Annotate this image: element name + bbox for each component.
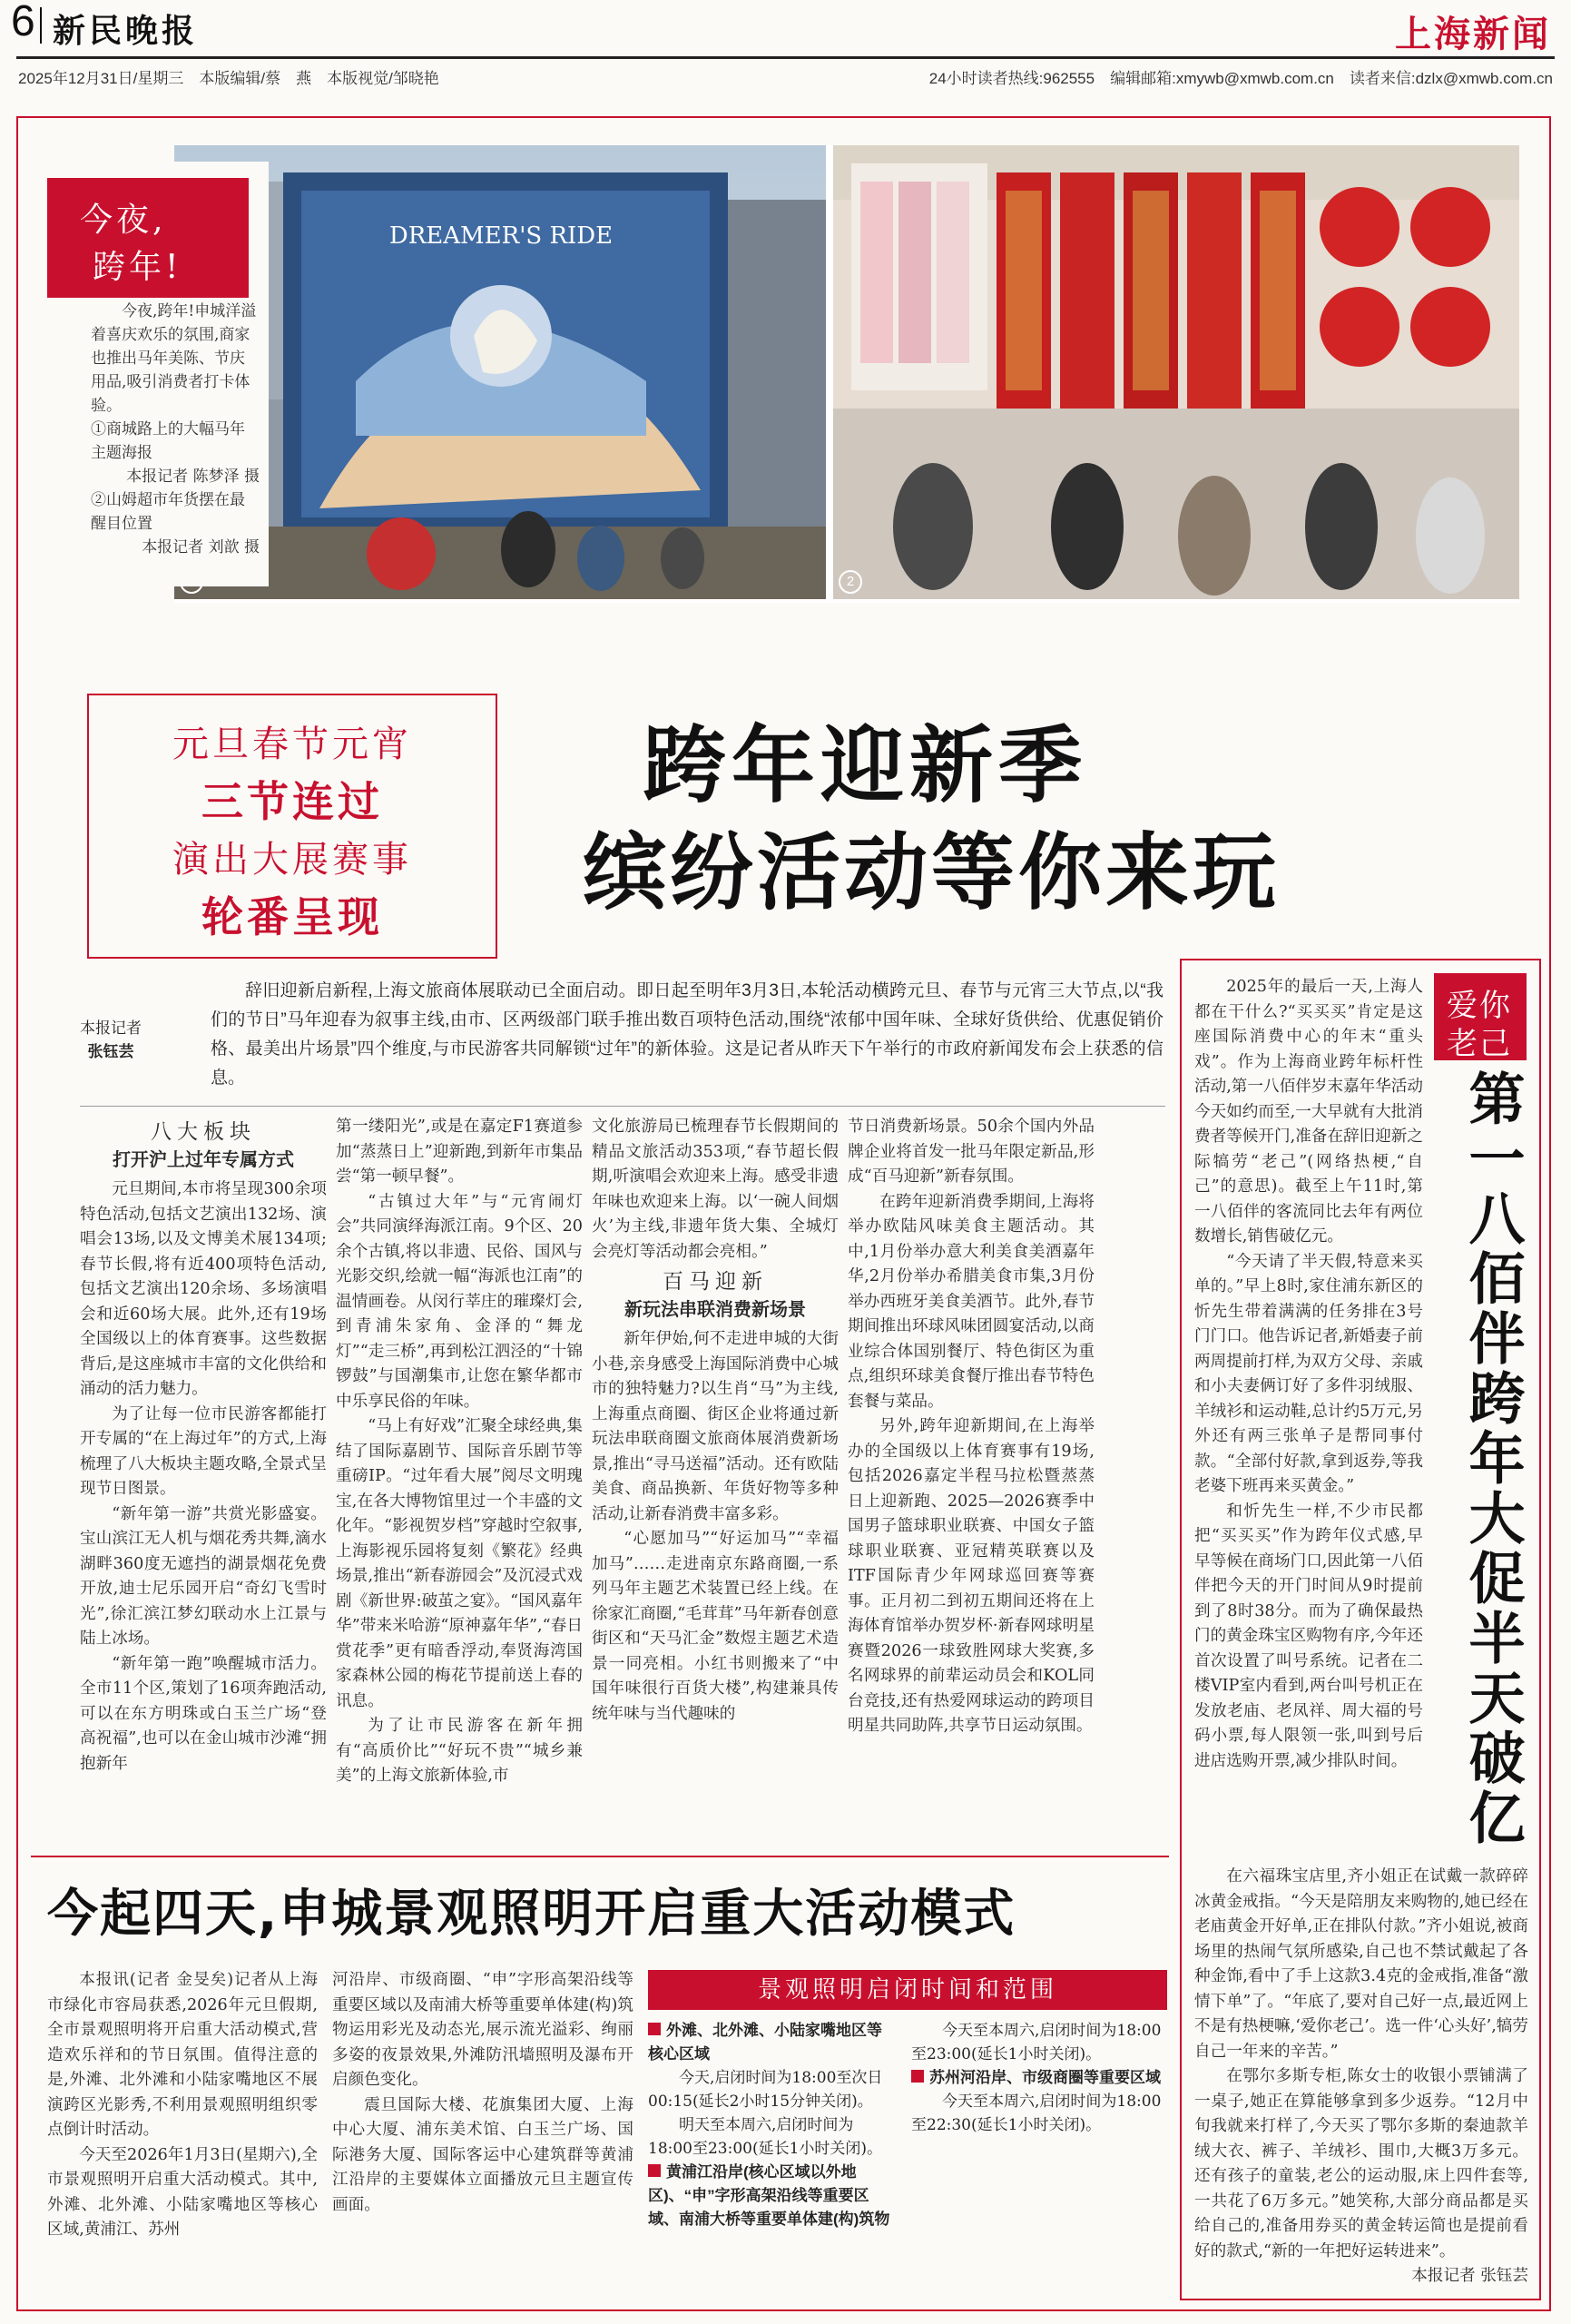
paragraph: 在六福珠宝店里,齐小姐正在试戴一款碎碎冰黄金戒指。“今天是陪朋友来购物的,她已经在老庙黄金开好单,正在排队付款。”齐小姐说,被商场里的热闹气氛所感染,自己也不禁试戴起了各种金饰,看中了手上这款3.4克的金戒指,准备“激情下单”了。“年底了,要对自己好一点,最近网上不是有热梗嘛,‘爱你老己’。选一件‘心头好’,犒劳自己一年来的辛苦。” <box>1194 1867 1528 2061</box>
paragraph: “新年第一跑”唤醒城市活力。全市11个区,策划了16项奔跑活动,可以在东方明珠或白玉兰广场“登高祝福”,也可以在金山城市沙滩“拥抱新年 <box>80 1654 327 1773</box>
schedule-title: 景观照明启闭时间和范围 <box>757 1976 1057 2004</box>
schedule-marker-icon <box>648 2023 661 2035</box>
subhead-eight-sections-2: 打开沪上过年专属方式 <box>113 1147 294 1170</box>
schedule-col-2 <box>911 2019 1167 2295</box>
stamp-line4: 轮番呈现 <box>201 892 383 941</box>
paragraph: 在鄂尔多斯专柜,陈女士的收银小票铺满了一桌子,她正在算能够拿到多少返券。“12月中旬我就来打样了,今天买了鄂尔多斯的秦迪款羊绒大衣、裤子、羊绒衫、围巾,大概3万多元。还有孩子的童装,老公的运动服,床上四件套等,一共花了6万多元。”她笑称,大部分商品都是买给自己的,准备用券买的黄金转运简也是提前看好的款式,“新的一年把好运转进来”。 <box>1194 2067 1528 2260</box>
side-headline: 第一八佰伴跨年大促半天破亿 <box>1459 1069 1526 1848</box>
main-headline-line2: 缤纷活动等你来玩 <box>583 824 1281 921</box>
schedule-title-bar <box>648 1970 1167 2010</box>
header-rule <box>16 56 1555 59</box>
stamp-line2: 三节连过 <box>201 777 383 826</box>
stamp-line1: 元旦春节元宵 <box>172 724 412 765</box>
subhead-hundred-horses-2: 新玩法串联消费新场景 <box>624 1297 806 1320</box>
paragraph: 节日消费新场景。50余个国内外品牌企业将首发一批马年限定新品,形成“百马迎新”新春氛围。 <box>848 1118 1095 1186</box>
lead-paragraph: 辞旧迎新启新程,上海文旅商体展联动已全面启动。即日起至明年3月3日,本轮活动横跨元旦、春节与元宵三大节点,以“我们的节日”马年迎春为叙事主线,由市、区两级部门联手推出数百项特色活动,围绕“浓郁中国年味、全球好货供给、优惠促销价格、最美出片场景”四个维度,与市民游客共同解锁“过年”的新体验。这是记者从昨天下午举行的市政府新闻发布会上获悉的信息。 <box>211 981 1164 1088</box>
bottom-col-1 <box>47 1968 318 2300</box>
photo-credit-1: 本报记者 陈梦泽 摄 <box>126 468 260 486</box>
photo-1-sign: DREAMER'S RIDE <box>388 222 614 250</box>
stamp-line3: 演出大展赛事 <box>172 839 412 881</box>
paragraph: 今天至2026年1月3日(星期六),全市景观照明开启重大活动模式。其中,外滩、北外滩、小陆家嘴地区等核心区域,黄浦江、苏州 <box>47 2145 318 2239</box>
article-col-2 <box>336 1115 583 1850</box>
paragraph: 在跨年迎新消费季期间,上海将举办欧陆风味美食主题活动。其中,1月份举办意大利美食美酒嘉年华,2月份举办希腊美食市集,3月份举办西班牙美食美酒节。此外,春节期间推出环球风味团圆宴活动,以商业综合体国别餐厅、特色街区为重点,组织环球美食餐厅推出春节特色套餐与菜品。 <box>848 1192 1095 1411</box>
contact-line: 24小时读者热线:962555 编辑邮箱:xmywb@xmwb.com.cn 读者来信:dzlx@xmwb.com.cn <box>928 70 1553 87</box>
article-col-1 <box>80 1115 327 1850</box>
paragraph: 本报讯(记者 金旻矣)记者从上海市绿化市容局获悉,2026年元旦假期,全市景观照明将开启重大活动模式,营造欢乐祥和的节日氛围。值得注意的是,外滩、北外滩和小陆家嘴地区不展演跨区光影秀,不利用景观照明组织零点倒计时活动。 <box>47 1971 318 2139</box>
subhead-eight-sections: 八大板块 <box>151 1120 256 1144</box>
schedule-time-2: 今天至本周六,启闭时间为18:00至23:00(延长1小时关闭)。 <box>911 2022 1162 2063</box>
side-col-top <box>1194 975 1423 1999</box>
photo-2-image <box>833 145 1519 599</box>
schedule-heading-1-text: 外滩、北外滩、小陆家嘴地区等核心区域 <box>648 2022 882 2063</box>
photo-1-image <box>174 145 826 599</box>
paragraph: 元旦期间,本市将呈现300余项特色活动,包括文艺演出132场、演唱会13场,以及文博美术展134项;春节长假,将有近400项特色活动,包括文艺演出120余场、多场演唱会和近60场大展。此外,还有19场全国级以上的体育赛事。这些数据背后,是这座城市丰富的文化供给和涌动的活力魅力。 <box>80 1180 327 1398</box>
photo-tag-line2: 跨年! <box>93 249 182 286</box>
main-headline-line1: 跨年迎新季 <box>643 717 1088 814</box>
photo-caption-text: 今夜,跨年!申城洋溢着喜庆欢乐的氛围,商家也推出马年美陈、节庆用品,吸引消费者打卡体验。 <box>91 302 257 415</box>
side-col-bottom <box>1194 1865 1528 2291</box>
paragraph: 文化旅游局已梳理春节长假期间的精品文旅活动353项,“春节超长假期,听演唱会欢迎来上海。感受非遗年味也欢迎来上海。以‘一碗人间烟火’为主线,非遗年货大集、全城灯会亮灯等活动都会亮相。” <box>592 1118 839 1261</box>
paragraph: 新年伊始,何不走进申城的大街小巷,亲身感受上海国际消费中心城市的独特魅力?以生肖“马”为主线,上海重点商圈、街区企业将通过新玩法串联商圈文旅商体展消费新场景,推出“寻马送福”活动。还有欧陆美食、商品换新、年货好物等多种活动,让新春消费丰富多彩。 <box>592 1330 839 1523</box>
lead-rule <box>80 1106 1165 1107</box>
main-byline-label: 本报记者 <box>80 1019 142 1038</box>
photo-caption-2: ②山姆超市年货摆在最醒目位置 <box>91 491 245 533</box>
bottom-rule <box>31 1856 1169 1857</box>
main-byline <box>80 1017 142 1064</box>
page-number: 6 <box>11 0 35 45</box>
paragraph: 震旦国际大楼、花旗集团大厦、上海中心大厦、浦东美术馆、白玉兰广场、国际港务大厦、国际客运中心建筑群等黄浦江沿岸的主要媒体立面播放元旦主题宣传画面。 <box>332 2095 633 2214</box>
page-number-rule <box>40 7 42 44</box>
schedule-time-1a: 今天,启闭时间为18:00至次日00:15(延长2小时15分钟关闭)。 <box>648 2069 883 2111</box>
photo-1 <box>174 145 826 599</box>
article-col-3 <box>592 1115 839 1850</box>
paragraph: 和忻先生一样,不少市民都把“买买买”作为跨年仪式感,早早等候在商场门口,因此第一八佰伴把今天的开门时间从9时提前到了8时38分。而为了确保最热门的黄金珠宝区购物有序,今年还首次设置了叫号系统。记者在二楼VIP室内看到,两台叫号机正在发放老庙、老凤祥、周大福的号码小票,每人限领一张,叫到号后进店选购开票,减少排队时间。 <box>1194 1502 1423 1770</box>
schedule-time-1b: 明天至本周六,启闭时间为18:00至23:00(延长1小时关闭)。 <box>648 2116 883 2158</box>
photo-2-number: 2 <box>839 570 862 594</box>
side-tag <box>1434 973 1527 1060</box>
schedule-heading-3 <box>911 2066 1167 2090</box>
photo-2 <box>833 145 1519 599</box>
paragraph: 另外,跨年迎新期间,在上海举办的全国级以上体育赛事有19场,包括2026嘉定半程马拉松暨蒸蒸日上迎新跑、2025—2026赛季中国男子篮球职业联赛、中国女子篮球职业联赛、亚冠精英联赛以及ITF国际青少年网球巡回赛等赛事。正月初二到初五期间还将在上海体育馆举办贺岁杯·新春网球明星赛暨2026一球致胜网球大奖赛,多名网球界的前辈运动员会和KOL同台竞技,还有热爱网球运动的跨项目明星共同助阵,共享节日运动氛围。 <box>848 1417 1095 1735</box>
paragraph: “今天请了半天假,特意来买单的。”早上8时,家住浦东新区的忻先生带着满满的任务排在3号门门口。他告诉记者,新婚妻子前两周提前打样,为双方父母、亲戚和小夫妻俩订好了多件羽绒服、羊绒衫和运动鞋,总计约5万元,另外还有两三张单子是帮同事付款。“全部付好款,拿到返券,等我老婆下班再来买黄金。” <box>1194 1252 1423 1495</box>
schedule-time-3: 今天至本周六,启闭时间为18:00至22:30(延长1小时关闭)。 <box>911 2093 1162 2134</box>
schedule-col-1 <box>648 2019 897 2295</box>
paragraph: 为了让每一位市民游客都能打开专属的“在上海过年”的方式,上海梳理了八大板块主题攻略,全景式呈现节日图景。 <box>80 1404 327 1498</box>
paragraph: “新年第一游”共赏光影盛宴。宝山滨江无人机与烟花秀共舞,滴水湖畔360度无遮挡的湖景烟花免费开放,迪士尼乐园开启“奇幻飞雪时光”,徐汇滨江梦幻联动水上江景与陆上冰场。 <box>80 1504 327 1648</box>
photo-caption <box>91 300 260 559</box>
stamp-box <box>87 694 497 959</box>
paragraph: 2025年的最后一天,上海人都在干什么?“买买买”肯定是这座国际消费中心的年末“重头戏”。作为上海商业跨年标杆性活动,第一八佰伴岁末嘉年华活动今天如约而至,一大早就有大批消费者等候开门,准备在辞旧迎新之际犒劳“老己”(网络热梗,“自己”的意思)。截至上午11时,第一八佰伴的客流同比去年有两位数增长,销售破亿元。 <box>1194 978 1423 1246</box>
schedule-heading-3-text: 苏州河沿岸、市级商圈等重要区域 <box>929 2069 1161 2086</box>
photo-tag <box>47 178 249 298</box>
schedule-heading-1 <box>648 2019 897 2066</box>
paragraph: “马上有好戏”汇聚全球经典,集结了国际嘉剧节、国际音乐剧节等重磅IP。“过年看大展”阅尽文明瑰宝,在各大博物馆里过一个丰盛的文化年。“影视贺岁档”穿越时空叙事,上海影视乐园将复刻《繁花》经典场景,推出“新春游园会”及沉浸式戏剧《新世界:破茧之宴》。“国风嘉年华”带来米哈游“原神嘉年华”,“春日赏花季”更有暗香浮动,奉贤海湾国家森林公园的梅花节提前送上春的讯息。 <box>336 1417 583 1710</box>
schedule-marker-icon <box>648 2164 661 2177</box>
section-name: 上海新闻 <box>1395 14 1551 55</box>
article-col-4 <box>848 1115 1095 1850</box>
bottom-col-2 <box>332 1968 633 2300</box>
photo-tag-line1: 今夜, <box>80 202 167 239</box>
side-credit: 本报记者 张钰芸 <box>1411 2267 1528 2285</box>
photo-caption-1: ①商城路上的大幅马年主题海报 <box>91 420 245 462</box>
paragraph: 第一缕阳光”,或是在嘉定F1赛道参加“蒸蒸日上”迎新跑,到新年市集品尝“第一顿早餐”。 <box>336 1118 583 1186</box>
paper-name: 新民晚报 <box>53 12 199 50</box>
paragraph: 为了让市民游客在新年拥有“高质价比”“好玩不贵”“城乡兼美”的上海文旅新体验,市 <box>336 1717 583 1785</box>
photo-box <box>174 145 1519 603</box>
main-byline-name: 张钰芸 <box>87 1043 134 1061</box>
paragraph: “古镇过大年”与“元宵闹灯会”共同演绎海派江南。9个区、20余个古镇,将以非遗、民俗、国风与光影交织,绘就一幅“海派也江南”的温情画卷。从闵行莘庄的璀璨灯会,到青浦朱家角、金泽的“舞龙灯”“走三桥”,再到松江泗泾的“十锦锣鼓”与国潮集市,让您在繁华都市中乐享民俗的年味。 <box>336 1192 583 1411</box>
photo-credit-2: 本报记者 刘歆 摄 <box>142 538 260 556</box>
paragraph: 河沿岸、市级商圈、“申”字形高架沿线等重要区域以及南浦大桥等重要单体建(构)筑物运用彩光及动态光,展示流光溢彩、绚丽多姿的夜景效果,外滩防汛墙照明及瀑布开启颜色变化。 <box>332 1971 633 2089</box>
subhead-hundred-horses: 百马迎新 <box>663 1270 768 1294</box>
bottom-headline: 今起四天,申城景观照明开启重大活动模式 <box>47 1885 1016 1944</box>
date-line: 2025年12月31日/星期三 本版编辑/蔡 燕 本版视觉/邹晓艳 <box>18 70 439 87</box>
schedule-heading-2 <box>648 2161 897 2231</box>
schedule-marker-icon <box>911 2070 924 2083</box>
side-tag-line1: 爱你 <box>1447 988 1512 1024</box>
paragraph: “心愿加马”“好运加马”“幸福加马”……走进南京东路商圈,一系列马年主题艺术装置已经上线。在徐家汇商圈,“毛茸茸”马年新春创意街区和“天马汇金”数煜主题艺术造景一同亮相。小红书则搬来了“中国年味很行百货大楼”,构建兼具传统年味与当代趣味的 <box>592 1530 839 1723</box>
schedule-box <box>648 1970 1167 2299</box>
side-tag-line2: 老己 <box>1447 1026 1512 1062</box>
schedule-heading-2-text: 黄浦江沿岸(核心区域以外地区)、“申”字形高架沿线等重要区域、南浦大桥等重要单体建(构)筑物 <box>648 2163 890 2228</box>
